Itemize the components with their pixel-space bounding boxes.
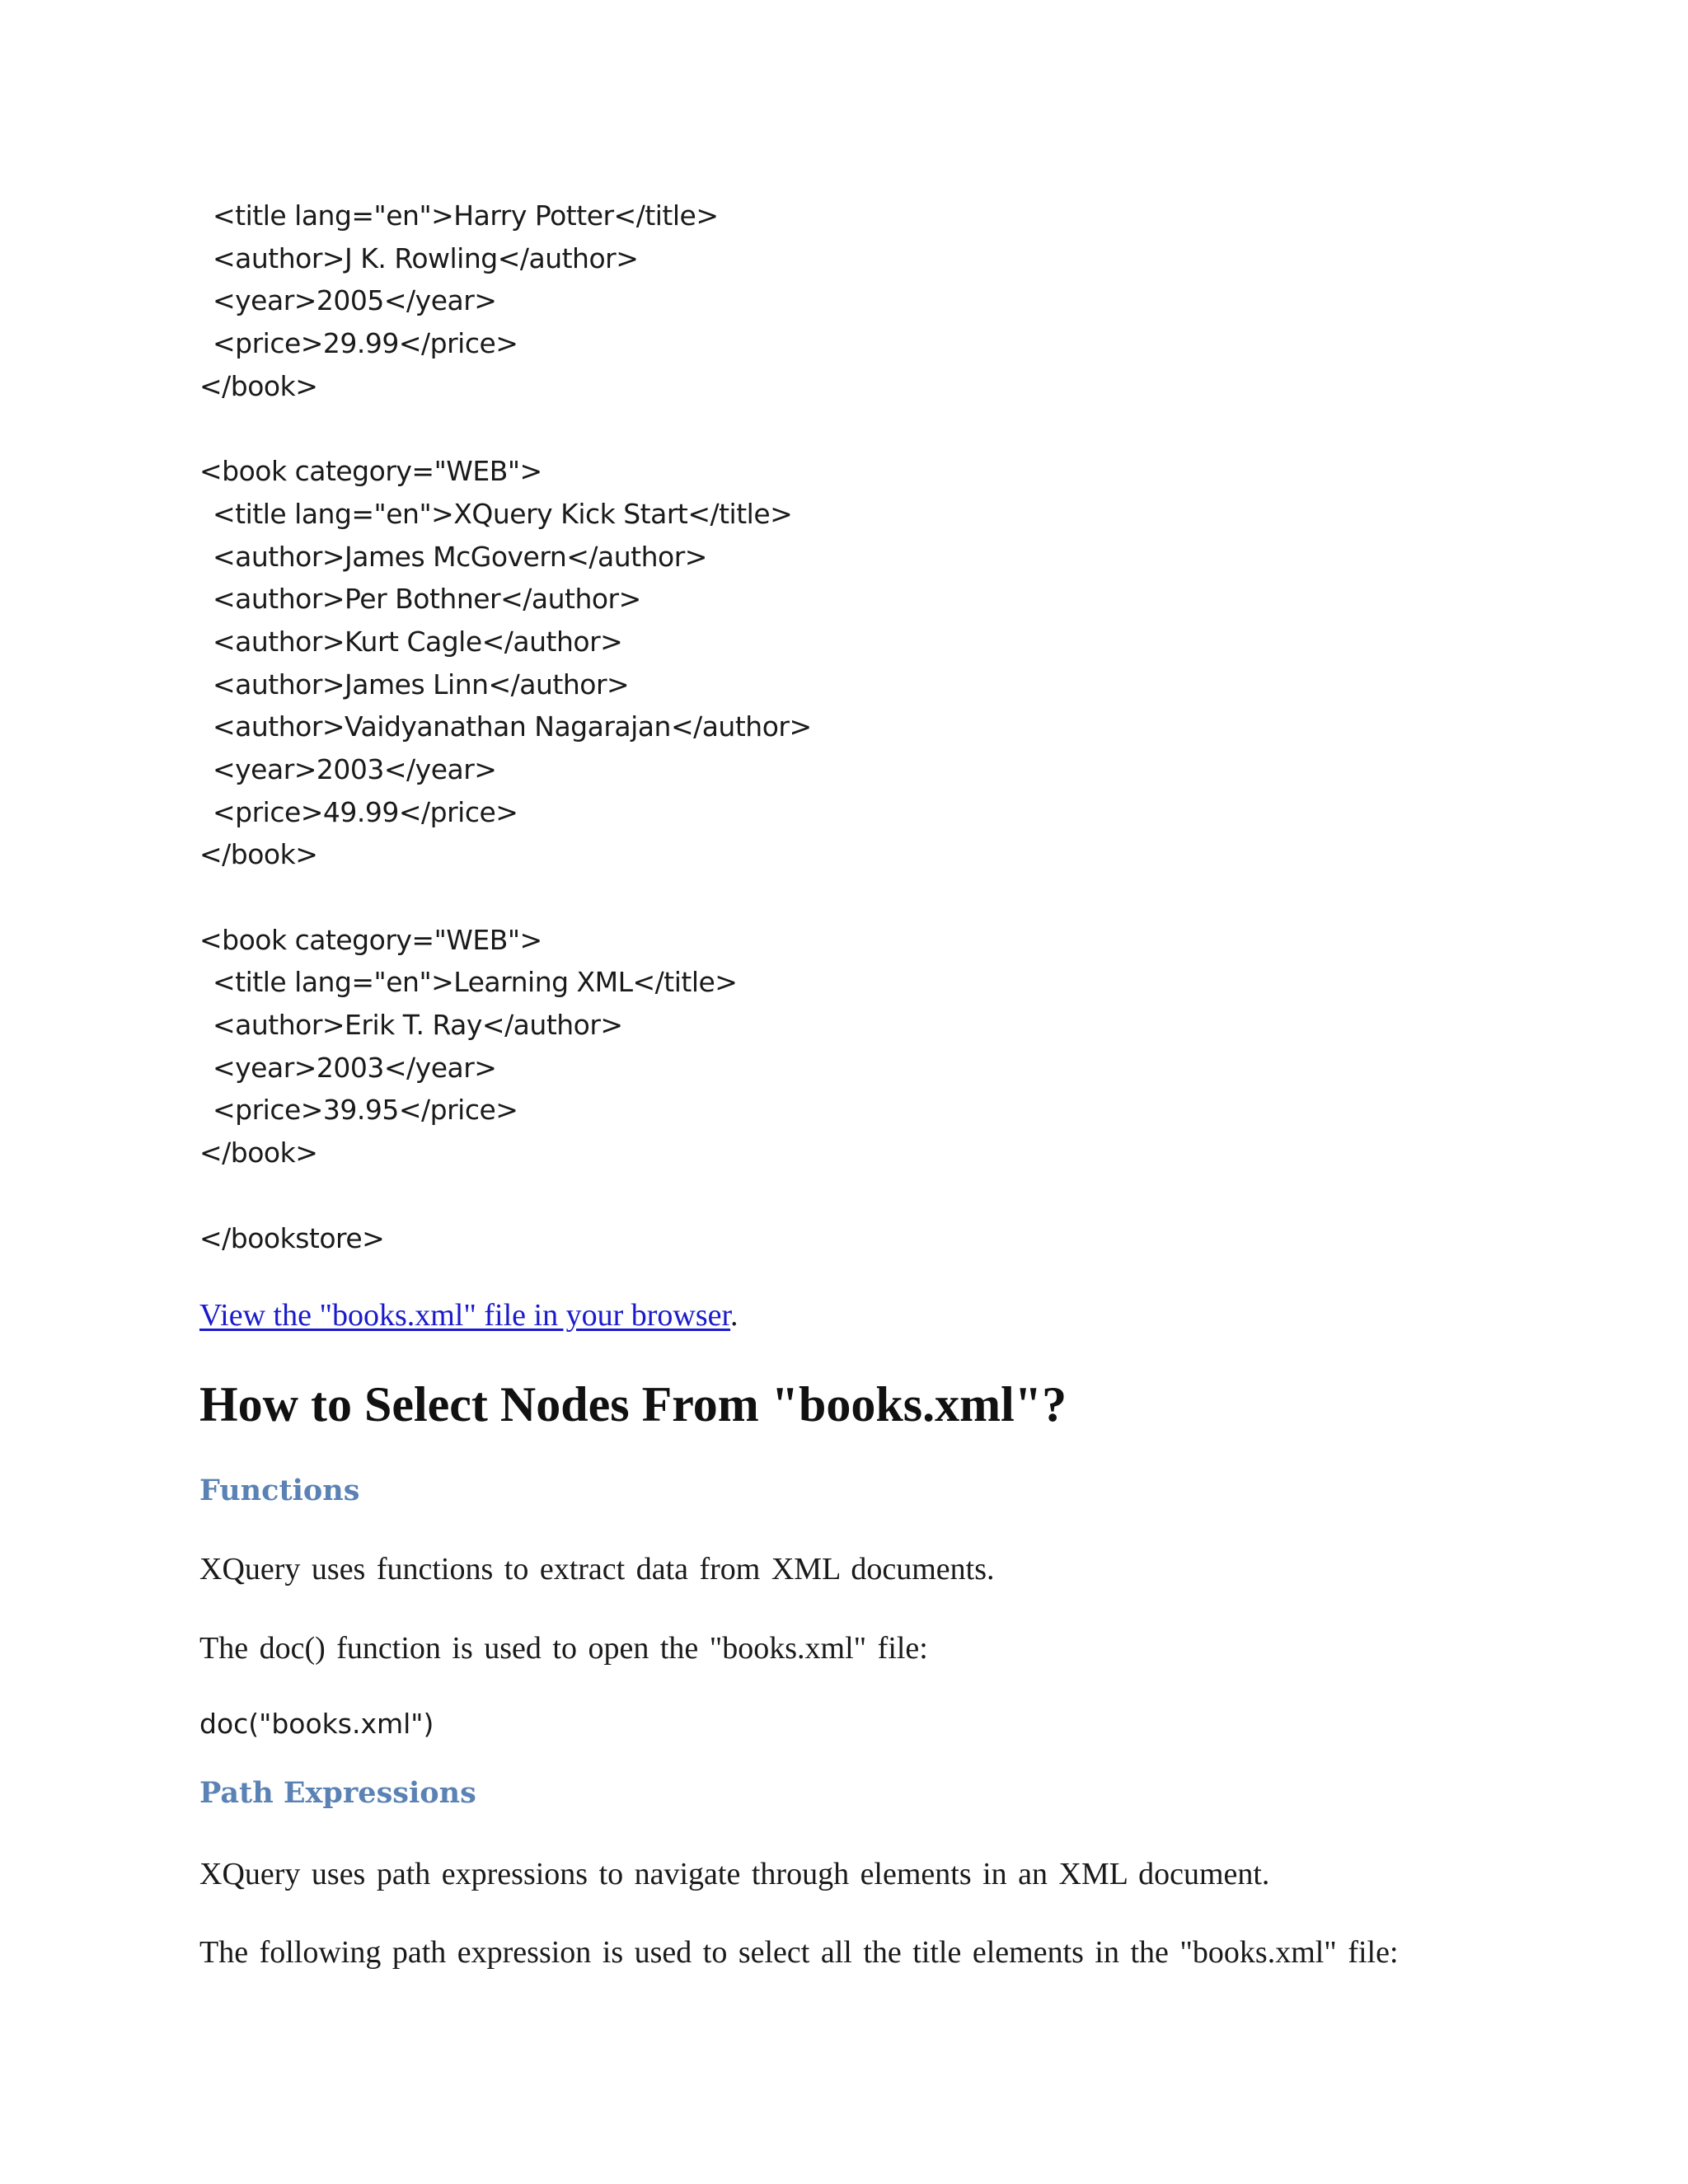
link-trailing-punct: .	[730, 1298, 738, 1333]
functions-subheading: Functions	[199, 1474, 360, 1507]
functions-paragraph-1: XQuery uses functions to extract data from XML documents.	[199, 1552, 995, 1586]
code-line: <year>2005</year>	[213, 284, 497, 317]
doc-function-code: doc("books.xml")	[199, 1708, 434, 1740]
code-line: <author>James McGovern</author>	[213, 540, 707, 573]
path-paragraph-1: XQuery uses path expressions to navigate through elements in an XML document.	[199, 1857, 1270, 1891]
view-books-xml-link[interactable]: View the "books.xml" file in your browser	[199, 1298, 731, 1333]
code-line: <price>29.99</price>	[213, 327, 518, 360]
code-line: <year>2003</year>	[213, 752, 497, 785]
code-line: <author>Kurt Cagle</author>	[213, 625, 623, 658]
xml-code-block	[199, 194, 1353, 1259]
code-line: </book>	[199, 838, 318, 871]
code-line: <title lang="en">Harry Potter</title>	[213, 199, 719, 232]
code-line: </bookstore>	[199, 1221, 385, 1254]
code-line-blank	[199, 407, 1353, 450]
path-paragraph-2: The following path expression is used to select all the title elements in the "books.xml" file:	[199, 1935, 1399, 1970]
section-heading: How to Select Nodes From "books.xml"?	[199, 1377, 1067, 1432]
code-line: <author>Per Bothner</author>	[213, 583, 641, 616]
code-line-blank	[199, 876, 1353, 919]
code-line: <book category="WEB">	[199, 455, 542, 488]
code-line: <price>39.95</price>	[213, 1094, 518, 1127]
code-line: <title lang="en">XQuery Kick Start</title>	[213, 497, 793, 530]
code-line: <author>J K. Rowling</author>	[213, 241, 639, 274]
code-line: <book category="WEB">	[199, 923, 542, 956]
code-line: <author>Erik T. Ray</author>	[213, 1009, 623, 1042]
code-line: </book>	[199, 369, 318, 402]
code-line-blank	[199, 1174, 1353, 1217]
path-expressions-subheading: Path Expressions	[199, 1776, 476, 1810]
code-line: <year>2003</year>	[213, 1051, 497, 1084]
view-file-line	[199, 1297, 738, 1333]
functions-paragraph-2: The doc() function is used to open the "books.xml" file:	[199, 1631, 928, 1666]
code-line: </book>	[199, 1137, 318, 1169]
code-line: <author>Vaidyanathan Nagarajan</author>	[213, 710, 812, 743]
code-line: <title lang="en">Learning XML</title>	[213, 966, 738, 999]
code-line: <price>49.99</price>	[213, 795, 518, 828]
code-line: <author>James Linn</author>	[213, 668, 630, 701]
